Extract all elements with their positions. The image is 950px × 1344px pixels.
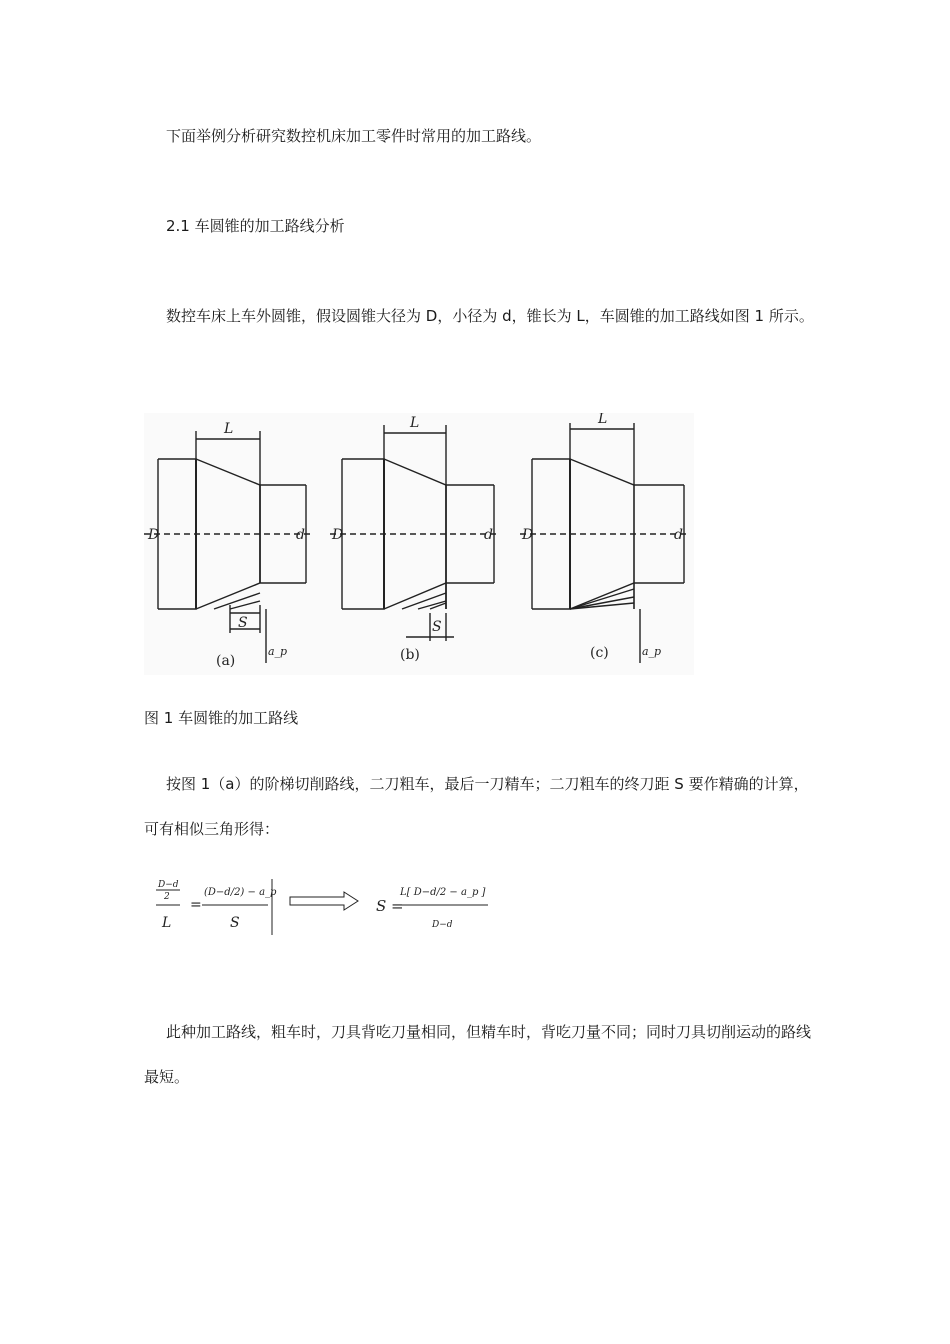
caption-b: (b) bbox=[400, 647, 420, 663]
label-ap-a: a_p bbox=[268, 645, 288, 658]
label-D-a: D bbox=[148, 527, 160, 543]
formula-rhs-S: S = bbox=[376, 897, 404, 915]
conclusion-paragraph: 此种加工路线，粗车时，刀具背吃刀量相同，但精车时，背吃刀量不同；同时刀具切削运动的路线最短。 bbox=[144, 1023, 812, 1086]
svg-text:=: = bbox=[190, 897, 202, 913]
formula-lhs-L: L bbox=[162, 915, 172, 931]
formula-lhs-num: D−d bbox=[158, 880, 179, 890]
label-d-c: d bbox=[674, 527, 683, 543]
label-D-c: D bbox=[522, 527, 534, 543]
label-L-a: L bbox=[224, 421, 234, 437]
formula-lhs-two: 2 bbox=[164, 892, 170, 902]
step-cutting-paragraph: 按图 1（a）的阶梯切削路线，二刀粗车，最后一刀精车；二刀粗车的终刀距 S 要作精确的计算，可有相似三角形得： bbox=[144, 775, 809, 838]
figure-caption: 图 1 车圆锥的加工路线 bbox=[144, 709, 299, 727]
caption-c: (c) bbox=[590, 645, 609, 661]
label-L-c: L bbox=[598, 413, 608, 427]
similar-triangle-formula bbox=[150, 875, 495, 939]
intro-paragraph: 下面举例分析研究数控机床加工零件时常用的加工路线。 bbox=[166, 127, 542, 145]
label-d-b: d bbox=[484, 527, 493, 543]
formula-mid-num: (D−d/2) − a_p bbox=[204, 887, 277, 898]
cone-turning-figure bbox=[144, 413, 694, 675]
label-ap-c: a_p bbox=[642, 645, 662, 658]
label-S-b: S bbox=[432, 619, 442, 635]
formula-rhs-num: L[ D−d/2 − a_p ] bbox=[400, 887, 486, 898]
section-heading: 2.1 车圆锥的加工路线分析 bbox=[166, 217, 345, 235]
label-L-b: L bbox=[410, 415, 420, 431]
label-d-a: d bbox=[296, 527, 305, 543]
label-S-a: S bbox=[238, 615, 248, 631]
formula-rhs-den: D−d bbox=[432, 920, 453, 930]
label-D-b: D bbox=[332, 527, 344, 543]
formula-mid-S: S bbox=[230, 915, 240, 931]
caption-a: (a) bbox=[216, 653, 236, 669]
cone-description-paragraph: 数控车床上车外圆锥，假设圆锥大径为 D，小径为 d，锥长为 L，车圆锥的加工路线如图 1 所示。 bbox=[166, 307, 814, 325]
